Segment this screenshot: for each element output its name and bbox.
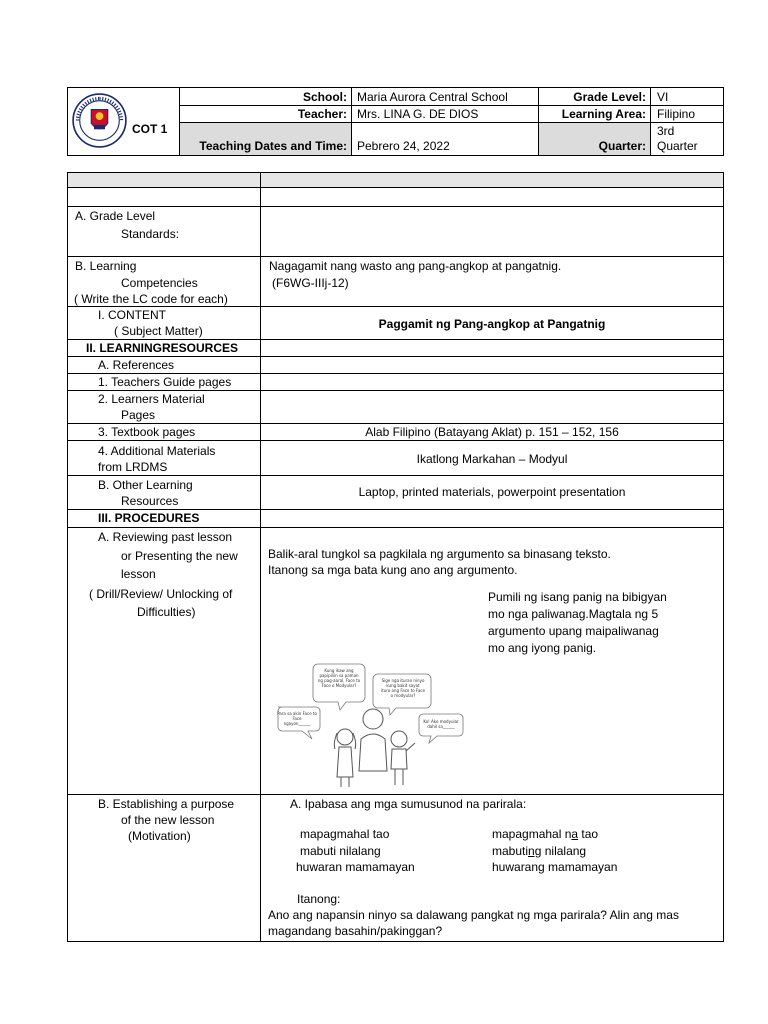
teaching-dates-value: Pebrero 24, 2022 [357, 139, 450, 153]
review-value-1: Balik-aral tungkol sa pagkilala ng argumento sa binasang teksto. [268, 547, 611, 561]
phrase-left-2: mabuti nilalang [300, 844, 381, 858]
bubble-1-text: Kung ikaw ang papipiliin sa paman ng pag-aaral, Face to Face o Modyular? [317, 668, 361, 688]
bubble-4-text: Ko! Ako modyular dahil sa______ [423, 719, 459, 729]
teacher-value: Mrs. LINA G. DE DIOS [357, 107, 479, 121]
quarter-value-line1: 3rd [657, 124, 675, 138]
grade-standards-label-1: A. Grade Level [75, 209, 156, 223]
purpose-value-1: A. Ipabasa ang mga sumusunod na parirala: [290, 797, 527, 811]
review-label-4: ( Drill/Review/ Unlocking of [89, 587, 233, 601]
review-task-2: mo nga paliwanag.Magtala ng 5 [488, 607, 659, 621]
school-value: Maria Aurora Central School [357, 90, 508, 104]
grade-level-value: VI [657, 90, 669, 104]
learners-material-label-2: Pages [121, 408, 156, 422]
bubble-3-text: Para sa akin Face to Face ngayon______ [277, 711, 317, 726]
teaching-dates-label: Teaching Dates and Time: [199, 139, 347, 153]
purpose-label-1: B. Establishing a purpose [98, 797, 235, 811]
other-resources-value: Laptop, printed materials, powerpoint presentation [358, 485, 626, 499]
header-grid [180, 88, 724, 155]
question-line-2: magandang basahin/pakinggan? [268, 924, 443, 938]
review-task-3: argumento upang maipaliwanag [488, 624, 659, 638]
review-label-5: Difficulties) [137, 605, 196, 619]
phrase-right-3: huwarang mamamayan [492, 860, 618, 874]
grade-standards-label-2: Standards: [121, 227, 180, 241]
textbook-label: 3. Textbook pages [98, 425, 196, 439]
content-value: Paggamit ng Pang-angkop at Pangatnig [378, 317, 606, 331]
review-label-3: lesson [121, 567, 156, 581]
logo-cell [68, 88, 180, 155]
purpose-label-3: (Motivation) [128, 829, 191, 843]
learning-area-value: Filipino [657, 107, 696, 121]
review-task-1: Pumili ng isang panig na bibigyan [488, 590, 667, 604]
competencies-label-1: B. Learning [75, 259, 137, 273]
question-line-1: Ano ang napansin ninyo sa dalawang pangkat ng mga parirala? Alin ang mas [268, 908, 679, 922]
competencies-value-2: (F6WG-IIIj-12) [272, 276, 349, 290]
deped-seal-logo [72, 93, 127, 148]
learning-resources-label: II. LEARNINGRESOURCES [86, 341, 239, 355]
review-label-2: or Presenting the new [121, 549, 238, 563]
additional-materials-label-1: 4. Additional Materials [98, 444, 216, 458]
table-header-bar [67, 172, 724, 188]
bubble-2-text: Sige nga ituran ninyo kung bakit sayat ituro ang Face to Face o modyular? [381, 678, 425, 698]
students-debate-illustration [273, 659, 468, 789]
phrase-right-1: mapagmahal na tao [492, 827, 599, 841]
header-table [67, 87, 724, 156]
content-label-2: ( Subject Matter) [114, 324, 203, 338]
itanong-label: Itanong: [297, 892, 341, 906]
grade-level-label: Grade Level: [573, 90, 646, 104]
review-label-1: A. Reviewing past lesson [98, 530, 233, 544]
procedures-label: III. PROCEDURES [98, 511, 200, 525]
content-label-1: I. CONTENT [98, 308, 166, 322]
competencies-label-3: ( Write the LC code for each) [74, 292, 228, 306]
additional-materials-label-2: from LRDMS [98, 460, 168, 474]
additional-materials-value: Ikatlong Markahan – Modyul [416, 452, 568, 466]
school-label: School: [303, 90, 347, 104]
other-resources-label-2: Resources [121, 494, 179, 508]
lesson-plan-table [67, 206, 724, 942]
learning-area-label: Learning Area: [561, 107, 646, 121]
learners-material-label-1: 2. Learners Material [98, 392, 205, 406]
teachers-guide-label: 1. Teachers Guide pages [98, 375, 232, 389]
review-value-2: Itanong sa mga bata kung ano ang argumento. [268, 563, 518, 577]
references-label: A. References [98, 358, 175, 372]
table-spacer-row [67, 187, 724, 207]
purpose-label-2: of the new lesson [121, 813, 215, 827]
phrase-right-2: mabuting nilalang [492, 844, 587, 858]
phrase-left-1: mapagmahal tao [300, 827, 390, 841]
competencies-label-2: Competencies [121, 276, 198, 290]
teacher-label: Teacher: [297, 107, 347, 121]
review-task-4: mo ang iyong panig. [488, 641, 597, 655]
quarter-value-line2: Quarter [657, 139, 698, 153]
phrase-left-3: huwaran mamamayan [296, 860, 415, 874]
quarter-label: Quarter: [598, 139, 646, 153]
cot-label: COT 1 [132, 122, 168, 136]
other-resources-label-1: B. Other Learning [98, 478, 193, 492]
textbook-value: Alab Filipino (Batayang Aklat) p. 151 – 152, 156 [365, 425, 619, 439]
competencies-value-1: Nagagamit nang wasto ang pang-angkop at pangatnig. [269, 259, 562, 273]
